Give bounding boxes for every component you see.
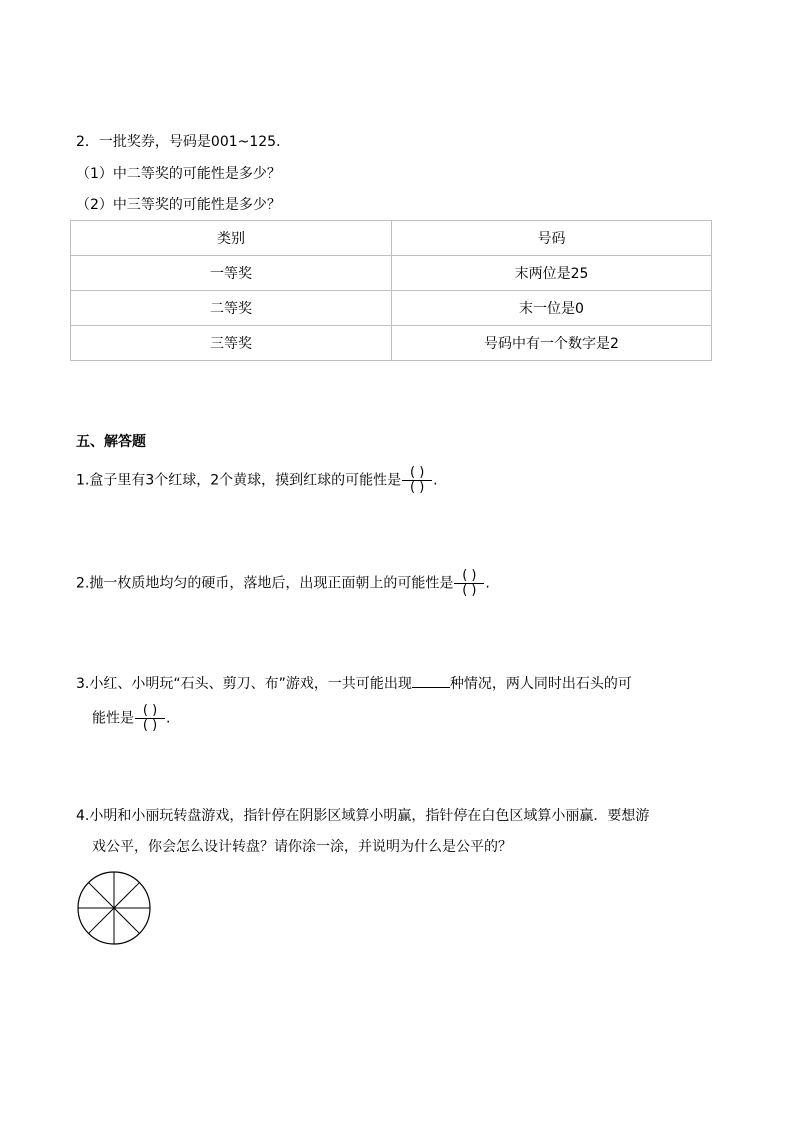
question-4-line1: 4.小明和小丽玩转盘游戏，指针停在阴影区域算小明赢，指针停在白色区域算小丽赢．要想游 bbox=[76, 808, 650, 824]
question-2-text: 2.抛一枚质地均匀的硬币，落地后，出现正面朝上的可能性是 bbox=[76, 575, 454, 592]
section-heading: 五、解答题 bbox=[76, 434, 146, 450]
question-3-text-a: 3.小红、小明玩“石头、剪刀、布”游戏，一共可能出现 bbox=[76, 676, 412, 692]
fraction-numerator: ( ) bbox=[402, 466, 432, 481]
spinner-divider bbox=[114, 883, 139, 908]
table-cell: 三等奖 bbox=[71, 326, 392, 361]
q2-sub2: （2）中三等奖的可能性是多少？ bbox=[76, 197, 281, 213]
table-row bbox=[71, 291, 712, 326]
table-header-cell: 类别 bbox=[71, 221, 392, 256]
question-3-text-b: 种情况，两人同时出石头的可 bbox=[449, 676, 632, 692]
question-4-line2: 戏公平，你会怎么设计转盘？请你涂一涂，并说明为什么是公平的？ bbox=[92, 839, 512, 855]
answer-blank[interactable] bbox=[412, 673, 450, 688]
question-1 bbox=[76, 466, 438, 495]
fraction-denominator: ( ) bbox=[142, 718, 158, 733]
spinner-wheel[interactable] bbox=[76, 870, 152, 946]
prize-table bbox=[70, 220, 712, 361]
table-row bbox=[71, 256, 712, 291]
table-cell: 号码中有一个数字是2 bbox=[392, 326, 712, 361]
q2-title: 2．一批奖券，号码是001~125． bbox=[76, 134, 291, 150]
question-1-text: 1.盒子里有3个红球，2个黄球，摸到红球的可能性是 bbox=[76, 472, 402, 489]
table-row bbox=[71, 326, 712, 361]
answer-fraction[interactable] bbox=[135, 704, 165, 733]
fraction-denominator: ( ) bbox=[462, 583, 477, 598]
table-cell: 一等奖 bbox=[71, 256, 392, 291]
table-cell: 二等奖 bbox=[71, 291, 392, 326]
question-3-text-c: 能性是 bbox=[92, 710, 134, 727]
table-header-cell: 号码 bbox=[392, 221, 712, 256]
spinner-divider bbox=[89, 883, 114, 908]
table-cell: 末两位是25 bbox=[392, 256, 712, 291]
spinner-divider bbox=[114, 908, 139, 933]
answer-fraction[interactable] bbox=[454, 569, 484, 598]
spinner-divider bbox=[89, 908, 114, 933]
period: . bbox=[433, 472, 438, 489]
period: . bbox=[166, 710, 171, 727]
fraction-denominator: ( ) bbox=[410, 480, 425, 495]
fraction-numerator: ( ) bbox=[135, 704, 165, 719]
fraction-numerator: ( ) bbox=[454, 569, 484, 584]
period: . bbox=[485, 575, 490, 592]
table-header-row bbox=[71, 221, 712, 256]
answer-fraction[interactable] bbox=[402, 466, 432, 495]
question-3-line2 bbox=[92, 704, 170, 733]
question-3-line1 bbox=[76, 673, 632, 693]
q2-sub1: （1）中二等奖的可能性是多少？ bbox=[76, 166, 281, 182]
spinner-sectors bbox=[78, 872, 150, 944]
table-cell: 末一位是0 bbox=[392, 291, 712, 326]
question-2 bbox=[76, 569, 490, 598]
